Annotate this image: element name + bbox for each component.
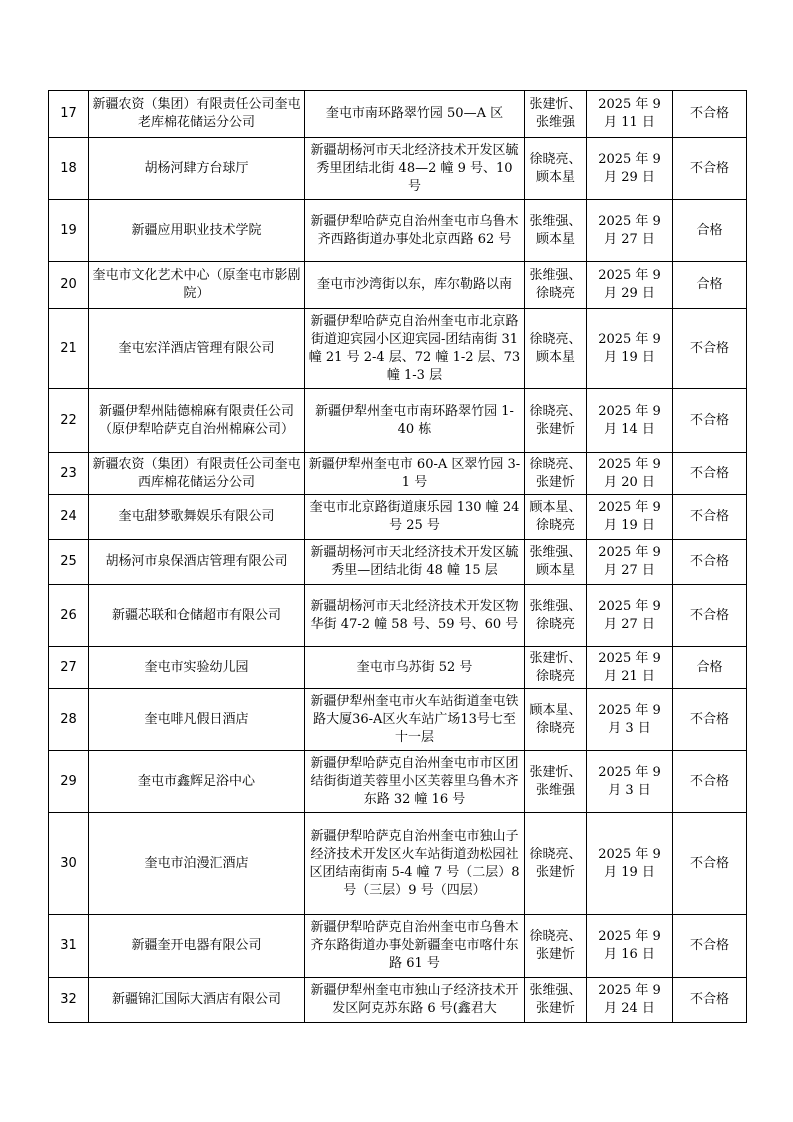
inspection-result: 不合格	[673, 915, 747, 978]
company-name: 新疆农资（集团）有限责任公司奎屯老库棉花储运分公司	[89, 91, 305, 138]
inspectors: 张维强、徐晓亮	[525, 262, 587, 309]
company-name: 新疆芯联和仓储超市有限公司	[89, 585, 305, 647]
row-number: 23	[49, 453, 89, 495]
company-name: 新疆锦汇国际大酒店有限公司	[89, 978, 305, 1023]
inspection-result: 不合格	[673, 495, 747, 540]
company-address: 新疆伊犁哈萨克自治州奎屯市北京路街道迎宾园小区迎宾园-团结南街 31 幢 21 号 2-4 层、72 幢 1-2 层、73 幢 1-3 层	[305, 309, 525, 389]
inspectors: 徐晓亮、顾本星	[525, 138, 587, 200]
inspection-result: 不合格	[673, 540, 747, 585]
table-row	[49, 200, 747, 262]
inspection-date: 2025 年 9 月 27 日	[587, 540, 673, 585]
company-name: 奎屯啡凡假日酒店	[89, 689, 305, 751]
inspection-date: 2025 年 9 月 27 日	[587, 200, 673, 262]
company-address: 新疆胡杨河市天北经济技术开发区毓秀里团结北街 48—2 幢 9 号、10 号	[305, 138, 525, 200]
row-number: 30	[49, 813, 89, 915]
inspectors: 徐晓亮、张建忻	[525, 813, 587, 915]
row-number: 29	[49, 751, 89, 813]
inspection-result: 合格	[673, 647, 747, 689]
row-number: 25	[49, 540, 89, 585]
inspection-date: 2025 年 9 月 3 日	[587, 689, 673, 751]
company-name: 新疆农资（集团）有限责任公司奎屯西库棉花储运分公司	[89, 453, 305, 495]
inspection-result: 不合格	[673, 751, 747, 813]
company-name: 奎屯市文化艺术中心（原奎屯市影剧院）	[89, 262, 305, 309]
company-name: 胡杨河肆方台球厅	[89, 138, 305, 200]
inspection-result: 合格	[673, 200, 747, 262]
inspection-date: 2025 年 9 月 29 日	[587, 138, 673, 200]
company-address: 奎屯市乌苏街 52 号	[305, 647, 525, 689]
inspectors: 张建忻、张维强	[525, 751, 587, 813]
company-address: 奎屯市沙湾街以东，库尔勒路以南	[305, 262, 525, 309]
inspection-result: 不合格	[673, 309, 747, 389]
inspection-date: 2025 年 9 月 24 日	[587, 978, 673, 1023]
row-number: 21	[49, 309, 89, 389]
table-row	[49, 585, 747, 647]
inspectors: 张维强、徐晓亮	[525, 585, 587, 647]
table-row	[49, 91, 747, 138]
inspection-result: 合格	[673, 262, 747, 309]
table-row	[49, 813, 747, 915]
table-row	[49, 978, 747, 1023]
inspectors: 张维强、顾本星	[525, 200, 587, 262]
table-row	[49, 309, 747, 389]
inspection-date: 2025 年 9 月 14 日	[587, 389, 673, 453]
inspection-date: 2025 年 9 月 11 日	[587, 91, 673, 138]
inspection-date: 2025 年 9 月 3 日	[587, 751, 673, 813]
row-number: 18	[49, 138, 89, 200]
inspectors: 张维强、张建忻	[525, 978, 587, 1023]
row-number: 24	[49, 495, 89, 540]
inspection-date: 2025 年 9 月 21 日	[587, 647, 673, 689]
company-address: 新疆伊犁州奎屯市独山子经济技术开发区阿克苏东路 6 号(鑫君大	[305, 978, 525, 1023]
inspection-date: 2025 年 9 月 16 日	[587, 915, 673, 978]
inspection-result: 不合格	[673, 91, 747, 138]
inspection-results-table	[48, 90, 747, 1023]
inspection-date: 2025 年 9 月 19 日	[587, 495, 673, 540]
company-address: 新疆伊犁哈萨克自治州奎屯市独山子经济技术开发区火车站街道劲松园社区团结南街南 5-4 幢 7 号（二层）8 号（三层）9 号（四层）	[305, 813, 525, 915]
inspectors: 张维强、顾本星	[525, 540, 587, 585]
row-number: 22	[49, 389, 89, 453]
row-number: 31	[49, 915, 89, 978]
inspection-date: 2025 年 9 月 19 日	[587, 309, 673, 389]
row-number: 28	[49, 689, 89, 751]
inspection-date: 2025 年 9 月 19 日	[587, 813, 673, 915]
table-row	[49, 495, 747, 540]
inspectors: 张建忻、徐晓亮	[525, 647, 587, 689]
row-number: 32	[49, 978, 89, 1023]
company-name: 新疆伊犁州陆德棉麻有限责任公司（原伊犁哈萨克自治州棉麻公司）	[89, 389, 305, 453]
row-number: 26	[49, 585, 89, 647]
row-number: 19	[49, 200, 89, 262]
inspection-date: 2025 年 9 月 29 日	[587, 262, 673, 309]
company-address: 新疆胡杨河市天北经济技术开发区物华街 47-2 幢 58 号、59 号、60 号	[305, 585, 525, 647]
inspectors: 顾本星、徐晓亮	[525, 689, 587, 751]
company-address: 新疆伊犁哈萨克自治州奎屯市市区团结街街道芙蓉里小区芙蓉里乌鲁木齐东路 32 幢 16 号	[305, 751, 525, 813]
row-number: 20	[49, 262, 89, 309]
company-address: 奎屯市北京路街道康乐园 130 幢 24 号 25 号	[305, 495, 525, 540]
inspectors: 徐晓亮、张建忻	[525, 915, 587, 978]
company-name: 新疆奎开电器有限公司	[89, 915, 305, 978]
company-name: 奎屯市泊漫汇酒店	[89, 813, 305, 915]
inspection-result: 不合格	[673, 585, 747, 647]
inspection-date: 2025 年 9 月 27 日	[587, 585, 673, 647]
table-row	[49, 915, 747, 978]
inspection-result: 不合格	[673, 453, 747, 495]
company-address: 奎屯市南环路翠竹园 50—A 区	[305, 91, 525, 138]
row-number: 17	[49, 91, 89, 138]
company-address: 新疆伊犁州奎屯市 60-A 区翠竹园 3-1 号	[305, 453, 525, 495]
inspectors: 徐晓亮、张建忻	[525, 453, 587, 495]
inspection-result: 不合格	[673, 138, 747, 200]
inspectors: 徐晓亮、顾本星	[525, 309, 587, 389]
company-name: 奎屯市鑫辉足浴中心	[89, 751, 305, 813]
table-row	[49, 138, 747, 200]
row-number: 27	[49, 647, 89, 689]
company-address: 新疆伊犁州奎屯市火车站街道奎屯铁路大厦36-A区火车站广场13号七至十一层	[305, 689, 525, 751]
inspection-result: 不合格	[673, 689, 747, 751]
company-name: 奎屯甜梦歌舞娱乐有限公司	[89, 495, 305, 540]
inspection-result: 不合格	[673, 813, 747, 915]
company-name: 奎屯宏洋酒店管理有限公司	[89, 309, 305, 389]
company-address: 新疆胡杨河市天北经济技术开发区毓秀里—团结北街 48 幢 15 层	[305, 540, 525, 585]
company-address: 新疆伊犁哈萨克自治州奎屯市乌鲁木齐西路街道办事处北京西路 62 号	[305, 200, 525, 262]
inspection-result: 不合格	[673, 389, 747, 453]
company-name: 奎屯市实验幼儿园	[89, 647, 305, 689]
inspectors: 徐晓亮、张建忻	[525, 389, 587, 453]
table-row	[49, 751, 747, 813]
table-body	[49, 91, 747, 1023]
inspectors: 张建忻、张维强	[525, 91, 587, 138]
company-address: 新疆伊犁州奎屯市南环路翠竹园 1-40 栋	[305, 389, 525, 453]
table-row	[49, 453, 747, 495]
company-name: 胡杨河市泉保酒店管理有限公司	[89, 540, 305, 585]
company-name: 新疆应用职业技术学院	[89, 200, 305, 262]
inspection-date: 2025 年 9 月 20 日	[587, 453, 673, 495]
table-row	[49, 689, 747, 751]
inspection-result: 不合格	[673, 978, 747, 1023]
table-row	[49, 389, 747, 453]
inspectors: 顾本星、徐晓亮	[525, 495, 587, 540]
table-row	[49, 262, 747, 309]
table-row	[49, 540, 747, 585]
company-address: 新疆伊犁哈萨克自治州奎屯市乌鲁木齐东路街道办事处新疆奎屯市喀什东路 61 号	[305, 915, 525, 978]
table-row	[49, 647, 747, 689]
